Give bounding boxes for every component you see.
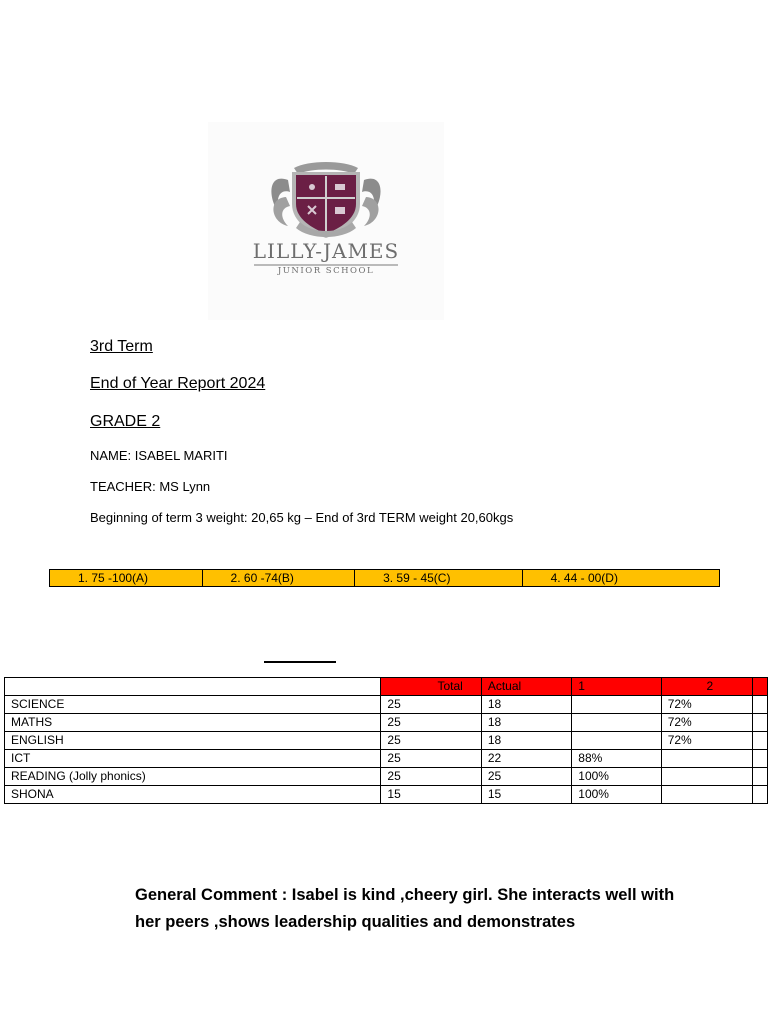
weight-info: Beginning of term 3 weight: 20,65 kg – End of 3rd TERM weight 20,60kgs bbox=[90, 510, 514, 525]
term1-cell: 100% bbox=[572, 786, 661, 804]
school-logo bbox=[208, 122, 444, 320]
header-term-1: 1 bbox=[572, 678, 661, 696]
report-title: End of Year Report 2024 bbox=[90, 375, 266, 392]
term2-cell bbox=[661, 768, 752, 786]
general-comment: General Comment : Isabel is kind ,cheery girl. She interacts well with her peers ,shows leadership qualities and demonstrates bbox=[135, 886, 675, 931]
term2-cell: 72% bbox=[661, 732, 752, 750]
actual-cell: 18 bbox=[481, 696, 571, 714]
marks-table bbox=[4, 677, 768, 804]
term1-cell: 88% bbox=[572, 750, 661, 768]
subject-cell: READING (Jolly phonics) bbox=[5, 768, 381, 786]
subject-cell: MATHS bbox=[5, 714, 381, 732]
school-name: LILLY-JAMES bbox=[252, 239, 400, 263]
school-subtitle: JUNIOR SCHOOL bbox=[277, 266, 375, 276]
header-subject bbox=[5, 678, 381, 696]
header-actual: Actual bbox=[481, 678, 571, 696]
term-heading: 3rd Term bbox=[90, 338, 153, 355]
subject-cell: ENGLISH bbox=[5, 732, 381, 750]
table-row bbox=[5, 750, 768, 768]
total-cell: 25 bbox=[381, 768, 481, 786]
term1-cell: 100% bbox=[572, 768, 661, 786]
table-row bbox=[5, 786, 768, 804]
extra-cell bbox=[753, 714, 768, 732]
term2-cell bbox=[661, 786, 752, 804]
total-cell: 25 bbox=[381, 750, 481, 768]
teacher-name: TEACHER: MS Lynn bbox=[90, 479, 211, 494]
actual-cell: 18 bbox=[481, 732, 571, 750]
actual-cell: 15 bbox=[481, 786, 571, 804]
grade-scale-b: 2. 60 -74(B) bbox=[203, 570, 356, 586]
extra-cell bbox=[753, 750, 768, 768]
subject-cell: ICT bbox=[5, 750, 381, 768]
grade-scale-a: 1. 75 -100(A) bbox=[50, 570, 203, 586]
actual-cell: 25 bbox=[481, 768, 571, 786]
subject-cell: SCIENCE bbox=[5, 696, 381, 714]
total-cell: 25 bbox=[381, 696, 481, 714]
term2-cell: 72% bbox=[661, 696, 752, 714]
grade-scale-c: 3. 59 - 45(C) bbox=[355, 570, 523, 586]
extra-cell bbox=[753, 732, 768, 750]
extra-cell bbox=[753, 696, 768, 714]
total-cell: 25 bbox=[381, 714, 481, 732]
header-term-2: 2 bbox=[661, 678, 752, 696]
table-header-row bbox=[5, 678, 768, 696]
grade-scale-bar bbox=[49, 569, 720, 587]
table-row bbox=[5, 732, 768, 750]
grade-heading: GRADE 2 bbox=[90, 413, 161, 430]
header-total: Total bbox=[381, 678, 481, 696]
total-cell: 15 bbox=[381, 786, 481, 804]
table-row bbox=[5, 714, 768, 732]
subject-cell: SHONA bbox=[5, 786, 381, 804]
crest-icon bbox=[208, 122, 444, 320]
table-row bbox=[5, 768, 768, 786]
actual-cell: 18 bbox=[481, 714, 571, 732]
header-extra bbox=[753, 678, 768, 696]
term2-cell bbox=[661, 750, 752, 768]
term1-cell bbox=[572, 696, 661, 714]
term1-cell bbox=[572, 732, 661, 750]
table-row bbox=[5, 696, 768, 714]
grade-scale-d: 4. 44 - 00(D) bbox=[550, 571, 618, 585]
divider-line bbox=[264, 661, 336, 663]
term2-cell: 72% bbox=[661, 714, 752, 732]
total-cell: 25 bbox=[381, 732, 481, 750]
student-name: NAME: ISABEL MARITI bbox=[90, 448, 228, 463]
actual-cell: 22 bbox=[481, 750, 571, 768]
extra-cell bbox=[753, 786, 768, 804]
extra-cell bbox=[753, 768, 768, 786]
term1-cell bbox=[572, 714, 661, 732]
